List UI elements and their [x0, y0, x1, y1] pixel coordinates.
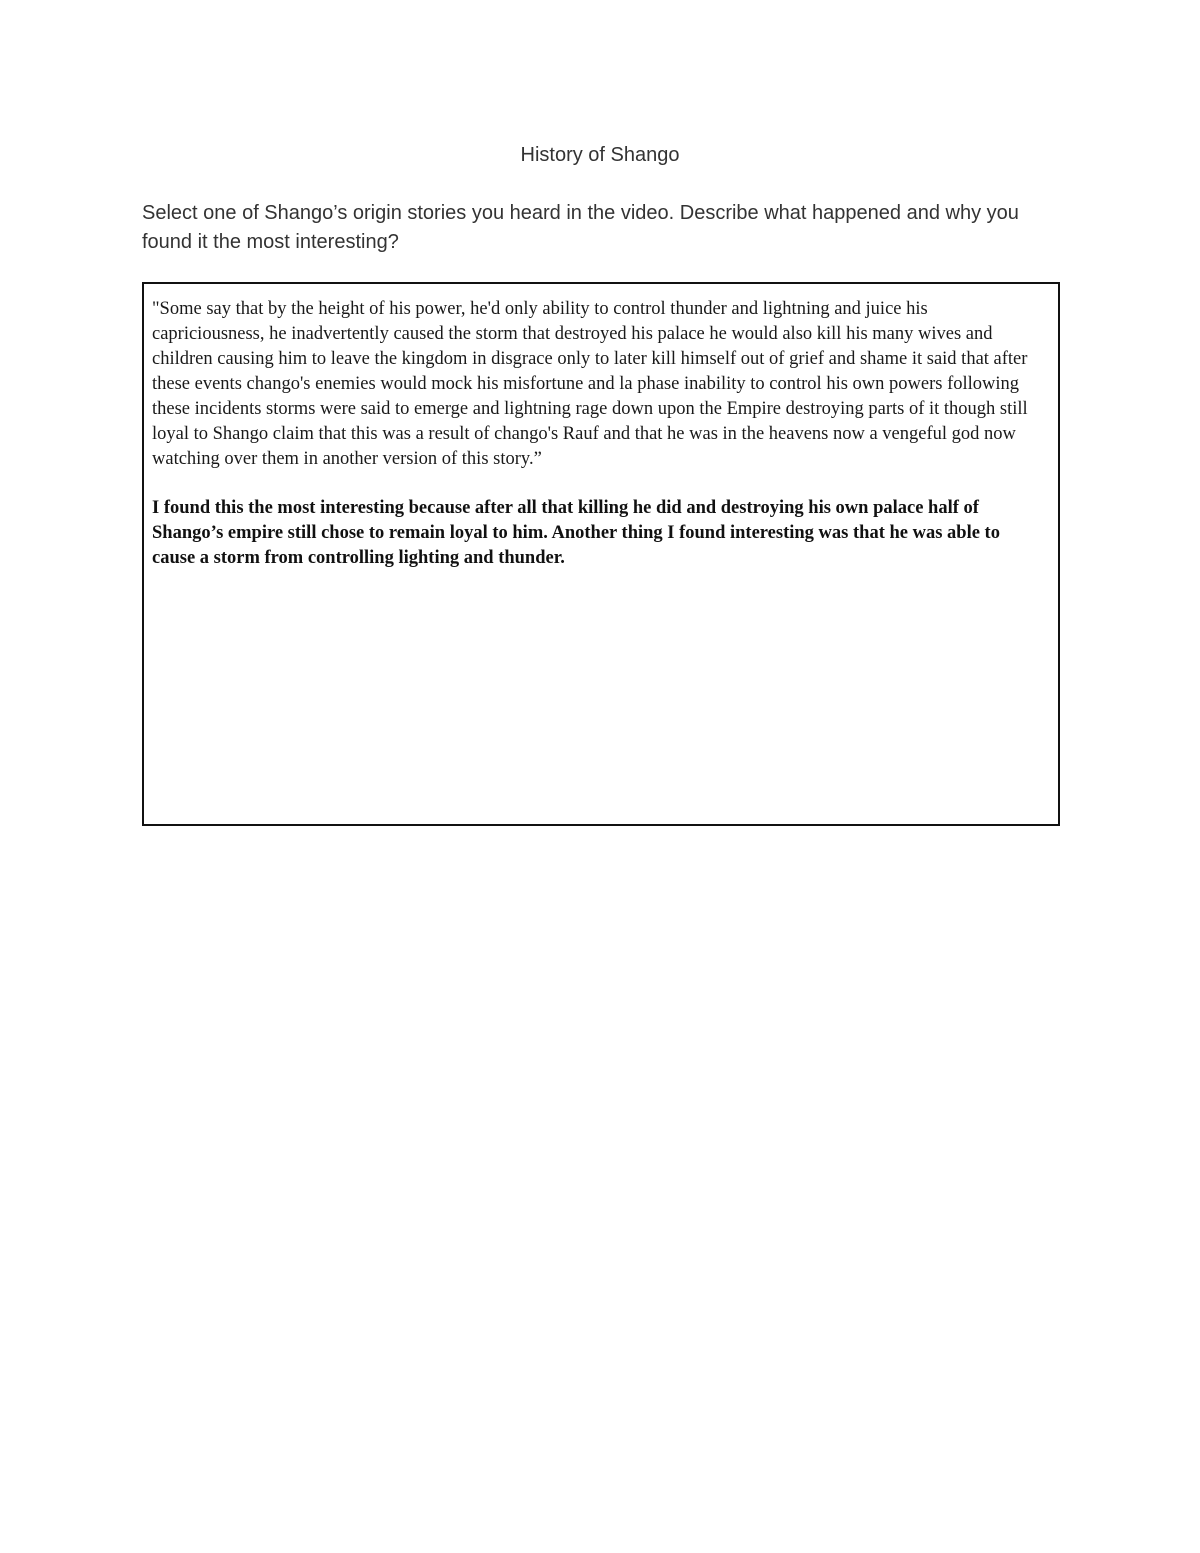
page-title: History of Shango: [520, 144, 680, 166]
answer-box: [142, 282, 1060, 826]
question-prompt: Select one of Shango’s origin stories you heard in the video. Describe what happened and why you found it the most interesting?: [142, 202, 1019, 253]
answer-quote: "Some say that by the height of his power, he'd only ability to control thunder and lightning and juice his capriciousness, he inadvertently caused the storm that destroyed his palace he would also kill his many wives and children causing him to leave the kingdom in disgrace only to later kill himself out of grief and shame it said that after these events chango's enemies would mock his misfortune and la phase inability to control his own powers following these incidents storms were said to emerge and lightning rage down upon the Empire destroying parts of it though still loyal to Shango claim that this was a result of chango's Rauf and that he was in the heavens now a vengeful god now watching over them in another version of this story.”: [152, 299, 1028, 469]
answer-content: [152, 297, 1042, 571]
answer-opinion: I found this the most interesting because after all that killing he did and destroying his own palace half of Shango’s empire still chose to remain loyal to him. Another thing I found interesting was that he was able to cause a storm from controlling lighting and thunder.: [152, 498, 1000, 568]
